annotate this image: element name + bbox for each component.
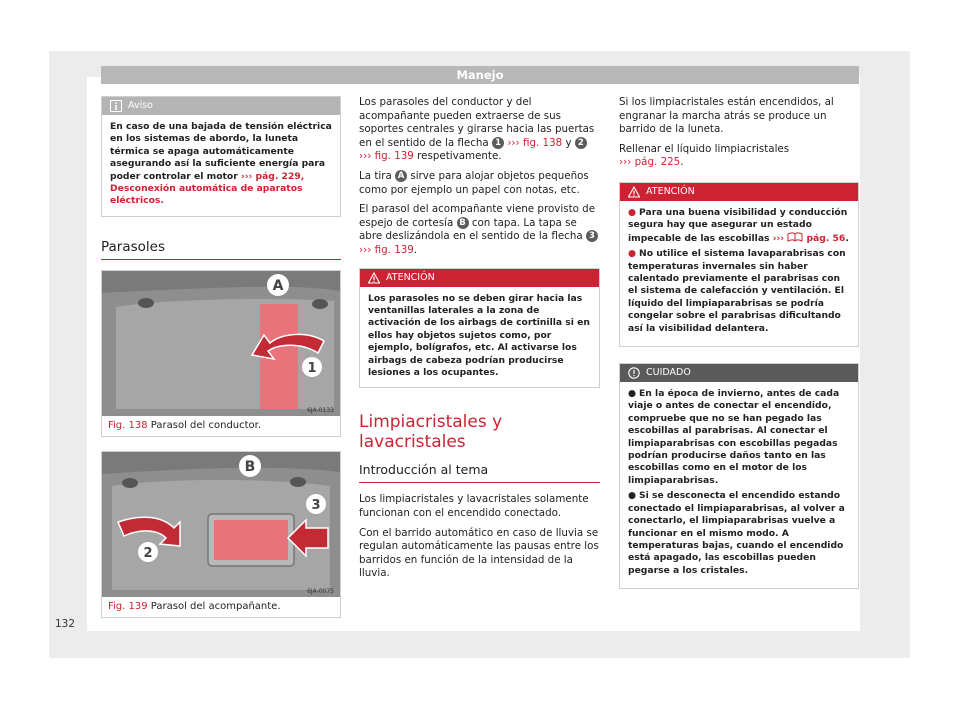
cuidado-header — [620, 364, 858, 382]
bullet-item — [628, 248, 850, 335]
bullet-item — [628, 388, 850, 487]
fig139-label-3: 3 — [311, 497, 321, 513]
text: . — [413, 243, 418, 256]
info-icon — [110, 100, 122, 112]
aviso-ref-arrow: ››› — [240, 170, 253, 182]
exclamation-circle-icon — [628, 367, 640, 379]
paragraph-parasoles-1 — [359, 96, 600, 164]
atencion-body: Los parasoles no se deben girar hacia las ventanillas laterales a la zona de activación de los airbags de cortinilla si en ellos hay objetos sujetos como, por ejemplo, bolígrafos, etc. Al activarse los airbags de cabeza podrían producirse lesiones a los ocupantes. — [368, 292, 590, 378]
atencion-body — [620, 201, 858, 346]
atencion-box-limpia — [619, 182, 859, 347]
aviso-ref-link[interactable]: pág. 229, Desconexión automática de aparatos eléctricos. — [110, 170, 305, 207]
cuidado-body — [620, 382, 858, 588]
fig139-label-2: 2 — [143, 545, 153, 561]
fig139-label-b: B — [244, 458, 256, 475]
text: y — [565, 136, 572, 149]
text: Para una buena visibilidad y conducción segura hay que asegurar un estado impecable de las escobillas — [628, 206, 848, 244]
text: . — [845, 232, 849, 244]
fig139-caption-text: Parasol del acompañante. — [150, 600, 281, 612]
atencion-header — [620, 183, 858, 201]
column-2 — [359, 96, 600, 587]
driver-sun-visor-illustration — [102, 271, 340, 416]
text: sirve para alojar objetos pequeños como por ejemplo un papel con notas, etc. — [359, 169, 589, 196]
aviso-title: Aviso — [128, 100, 153, 111]
callout-a: A — [395, 170, 407, 182]
paragraph-parasoles-2 — [359, 170, 600, 197]
column-1 — [101, 96, 341, 618]
bullet-dot-icon: ● — [628, 490, 637, 502]
fig138-caption — [102, 416, 340, 436]
text: . — [680, 156, 684, 169]
paragraph-limpia-1: Los limpiacristales y lavacristales solamente funcionan con el encendido conectado. — [359, 493, 589, 519]
fig138-caption-num: Fig. 138 — [108, 419, 148, 431]
fig138-caption-text: Parasol del conductor. — [150, 419, 262, 431]
cuidado-box — [619, 363, 859, 589]
text: Rellenar el líquido limpiacristales — [619, 142, 790, 155]
ref-arrow: ››› — [359, 243, 372, 256]
paragraph-luneta: Si los limpiacristales están encendidos, al engranar la marcha atrás se produce un barrido de la luneta. — [619, 96, 834, 136]
bullet-item — [628, 490, 850, 577]
figure-138 — [101, 270, 341, 437]
ref-arrow: ››› — [619, 156, 632, 169]
fig138-label-1: 1 — [307, 360, 317, 376]
ref-link-pag225[interactable]: pág. 225 — [634, 156, 681, 169]
fig139-code: 6JA-0075 — [307, 587, 334, 595]
text: Los parasoles del conductor y del acompañante pueden extraerse de sus soportes centrales y girarse hacia las puertas en el sentido de la flecha — [359, 96, 595, 149]
warning-triangle-icon — [628, 186, 640, 198]
section-title-limpiacristales: Limpiacristales y lavacristales — [359, 412, 503, 453]
ref-link-pag56[interactable]: pág. 56 — [806, 232, 846, 244]
text: En la época de invierno, antes de cada viaje o antes de conectar el encendido, compruebe que no se han pegado las escobillas al parabrisas. Al conectar el limpiaparabrisas con escobillas pegadas podrían producirse daños tanto en las escobillas como en el motor de los limpiaparabrisas. — [628, 388, 840, 486]
page-number: 132 — [55, 618, 76, 630]
fig139-caption-num: Fig. 139 — [108, 600, 148, 612]
aviso-text: En caso de una bajada de tensión eléctrica en los sistemas de abordo, la luneta térmica se apaga automáticamente asegurando así la suficiente energía para poder controlar el motor — [110, 121, 332, 182]
callout-3: 3 — [586, 230, 598, 242]
subsection-title: Introducción al tema — [359, 462, 600, 483]
callout-2: 2 — [575, 137, 587, 149]
fig138-code: 6JA-0133 — [307, 406, 334, 414]
page-header: Manejo — [101, 66, 859, 84]
ref-arrow: ››› — [359, 150, 372, 163]
paragraph-limpia-2: Con el barrido automático en caso de lluvia se regulan automáticamente las pausas entre los barridos en función de la intensidad de la lluvia. — [359, 526, 599, 580]
figure-139 — [101, 451, 341, 618]
ref-link-fig139[interactable]: fig. 139 — [374, 150, 414, 163]
ref-link-fig139[interactable]: fig. 139 — [374, 243, 414, 256]
aviso-box — [101, 96, 341, 217]
ref-arrow: ››› — [772, 232, 785, 244]
paragraph-parasoles-3 — [359, 203, 600, 257]
bullet-dot-icon: ● — [628, 248, 637, 260]
fig139-caption — [102, 597, 340, 617]
paragraph-rellenar — [619, 143, 859, 170]
section-title-parasoles: Parasoles — [101, 239, 341, 260]
atencion-title: ATENCIÓN — [646, 185, 695, 197]
callout-b: B — [457, 217, 469, 229]
ref-link-fig138[interactable]: fig. 138 — [522, 136, 563, 149]
atencion-header — [360, 269, 599, 287]
callout-1: 1 — [492, 137, 504, 149]
aviso-header — [102, 97, 340, 115]
text: La tira — [359, 169, 392, 182]
bullet-dot-icon: ● — [628, 206, 637, 218]
column-3 — [619, 96, 859, 601]
text: El parasol del acompañante viene provisto de espejo de cortesía — [359, 203, 596, 229]
book-icon — [787, 232, 803, 242]
ref-arrow: ››› — [507, 136, 520, 149]
atencion-title: ATENCIÓN — [386, 271, 435, 283]
warning-triangle-icon — [368, 272, 380, 284]
fig138-label-a: A — [272, 277, 284, 294]
text: con tapa. La tapa se abre deslizándola en el sentido de la flecha — [359, 216, 583, 243]
text: Si se desconecta el encendido estando conectado el limpiaparabrisas, al volver a conectarlo, el limpiaparabrisas vuelve a funcionar en el mismo modo. A temperaturas bajas, cuando el encendido está apagado, las escobillas pueden pegarse a los cristales. — [628, 490, 845, 576]
bullet-dot-icon: ● — [628, 388, 637, 400]
bullet-item — [628, 207, 850, 245]
text: respetivamente. — [417, 150, 502, 163]
passenger-sun-visor-illustration — [102, 452, 340, 597]
text: No utilice el sistema lavaparabrisas con temperaturas invernales sin haber calentado previamente el parabrisas con el sistema de calefacción y ventilación. El líquido del limpiaparabrisas se podría congelar sobre el parabrisas dificultando así la visibilidad delantera. — [628, 248, 846, 334]
cuidado-title: CUIDADO — [646, 367, 691, 379]
aviso-body — [102, 115, 340, 216]
atencion-box-parasoles — [359, 268, 600, 389]
